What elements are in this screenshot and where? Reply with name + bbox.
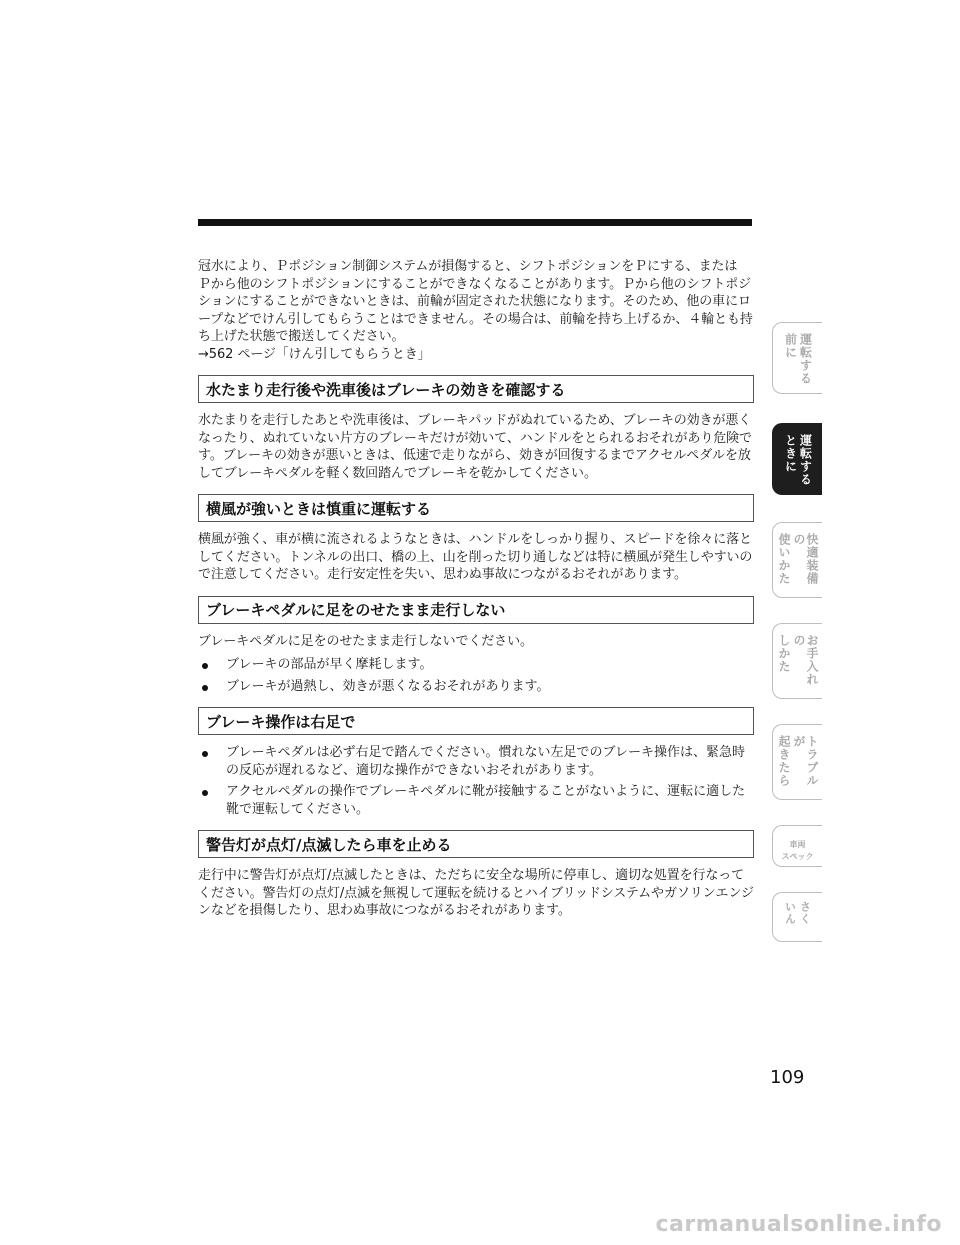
bullet-item: ブレーキが過熱し、効きが悪くなるおそれがあります。	[198, 678, 754, 696]
section-paragraph: 走行中に警告灯が点灯/点滅したときは、ただちに安全な場所に停車し、適切な処置を行なってください。警告灯の点灯/点滅を無視して運転を続けるとハイブリッドシステムやガソリンエンジンなどを損傷したり、思わぬ事故につながるおそれがあります。	[198, 868, 754, 918]
section-paragraph: ブレーキペダルに足をのせたまま走行しないでください。	[198, 633, 533, 649]
tab-specifications[interactable]: 車両 スペック	[772, 825, 822, 867]
bullet-item: ブレーキペダルは必ず右足で踏んでください。慣れない左足でのブレーキ操作は、緊急時の反応が遅れるなど、適切な操作ができないおそれがあります。	[198, 744, 754, 779]
bullet-icon	[202, 751, 208, 757]
section-paragraph: 水たまりを走行したあとや洗車後は、ブレーキパッドがぬれているため、ブレーキの効きが悪くなったり、ぬれていない片方のブレーキだけが効いて、ハンドルをとられるおそれがあり危険です。ブレーキの効きが悪いときは、低速で走りながら、効きが回復するまでアクセルペダルを放してブレーキペダルを軽く数回踏んでブレーキを乾かしてください。	[198, 413, 752, 481]
bullet-icon	[202, 790, 208, 796]
section-heading: 警告灯が点灯/点滅したら車を止める	[198, 830, 754, 858]
section-heading: 水たまり走行後や洗車後はブレーキの効きを確認する	[198, 375, 754, 403]
section-paragraph: 横風が強く、車が横に流されるようなときは、ハンドルをしっかり握り、スピードを徐々に落としてください。トンネルの出口、橋の上、山を削った切り通しなどは特に横風が発生しやすいので注意してください。走行安定性を失い、思わぬ事故につながるおそれがあります。	[198, 532, 753, 582]
tab-comfort-features[interactable]: 快適装備の 使いかた	[772, 522, 822, 598]
tab-index[interactable]: さく いん	[772, 892, 822, 942]
watermark: carmanualsonline.info	[655, 1212, 942, 1237]
bullet-item: ブレーキの部品が早く摩耗します。	[198, 656, 754, 674]
bullet-list	[198, 656, 754, 695]
bullet-item: アクセルペダルの操作でブレーキペダルに靴が接触することがないように、運転に適した靴で運転してください。	[198, 783, 754, 818]
tab-troubleshooting[interactable]: トラブルが 起きたら	[772, 724, 822, 800]
section-heading: ブレーキペダルに足をのせたまま走行しない	[198, 596, 754, 624]
page-content	[198, 258, 754, 920]
intro-reference-link[interactable]: →562 ページ「けん引してもらうとき」	[198, 346, 431, 362]
bullet-icon	[202, 663, 208, 669]
bullet-list	[198, 744, 754, 818]
tab-maintenance[interactable]: お手入れの しかた	[772, 623, 822, 699]
page-number: 109	[770, 1067, 805, 1088]
tab-before-driving[interactable]: 運転する 前に	[772, 322, 822, 394]
section-heading: ブレーキ操作は右足で	[198, 707, 754, 735]
tab-while-driving[interactable]: 運転する ときに	[772, 423, 822, 495]
bullet-icon	[202, 685, 208, 691]
intro-paragraph: 冠水により、Ｐポジション制御システムが損傷すると、シフトポジションをＰにする、または Ｐから他のシフトポジションにすることができなくなることがあります。Ｐから他のシフトポジションにすることができないときは、前輪が固定された状態になります。そのため、他の車にロープなどでけん引してもらうことはできません。その場合は、前輪を持ち上げるか、４輪とも持ち上げた状態で搬送してください。	[198, 259, 753, 344]
top-rule	[198, 219, 752, 226]
section-heading: 横風が強いときは慎重に運転する	[198, 494, 754, 522]
